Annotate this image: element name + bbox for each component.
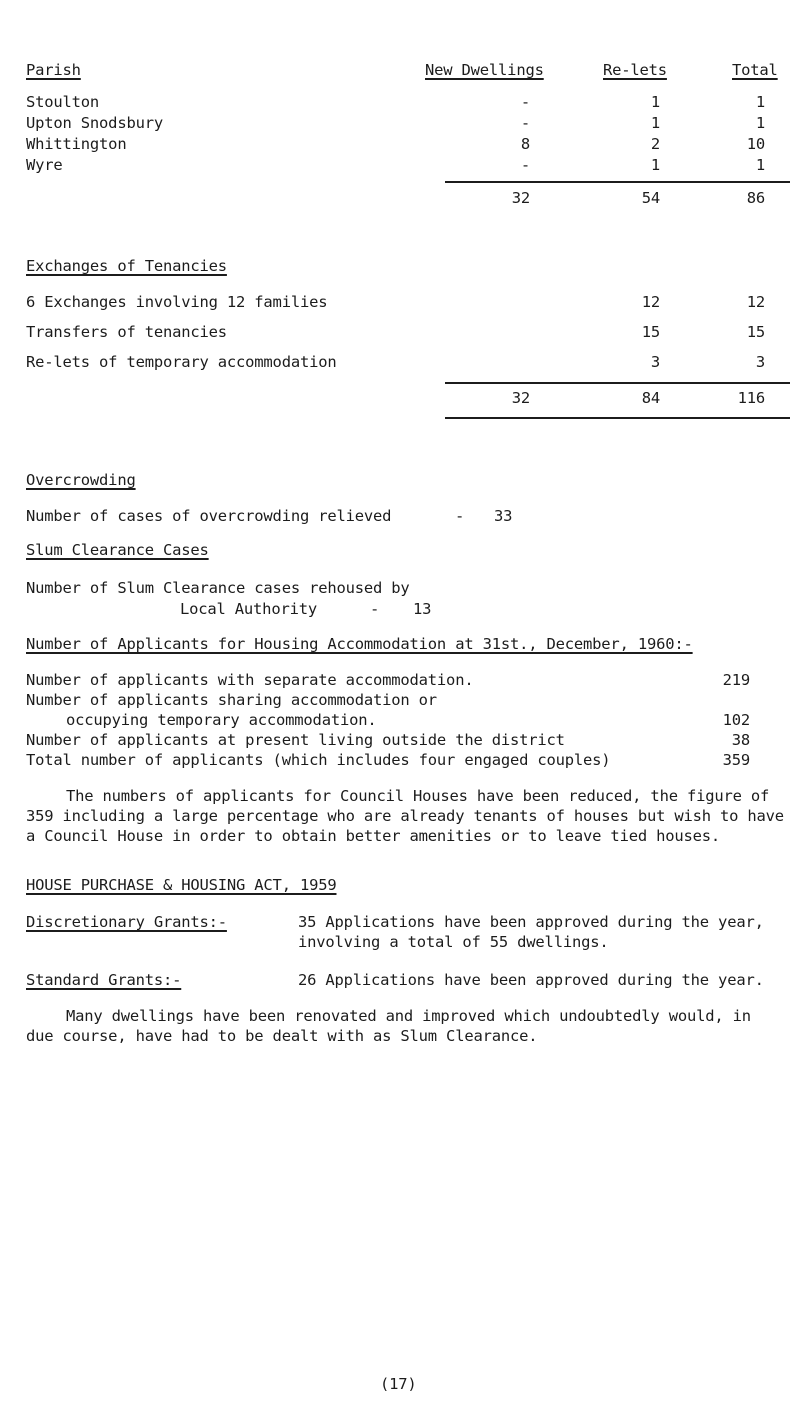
table-cell-new: 8 (520, 135, 530, 153)
closing-paragraph: Many dwellings have been renovated and improved which undoubtedly would, in due course, have had to be dealt with as Slum Clearance. (26, 1007, 751, 1045)
table-cell-total: 15 (746, 323, 765, 341)
house-purchase-heading: HOUSE PURCHASE & HOUSING ACT, 1959 (26, 876, 337, 894)
slum-dash: - (370, 600, 380, 618)
discretionary-line2: involving a total of 55 dwellings. (298, 933, 609, 951)
standard-text: 26 Applications have been approved during the year. (298, 971, 764, 989)
overcrowding-label: Number of cases of overcrowding relieved (26, 507, 392, 525)
relets-header: Re-lets (603, 61, 667, 79)
grand-total-total: 116 (737, 389, 765, 407)
subtotal-new: 32 (511, 189, 530, 207)
applicants-paragraph: The numbers of applicants for Council Houses have been reduced, the figure of 359 including a large percentage who are already tenants of houses but wish to have a Council House in order to obtain better amenities or to leave tied houses. (26, 787, 784, 845)
applicants-value: 102 (722, 711, 750, 729)
table-cell-relets: 1 (650, 156, 660, 174)
subtotal-rule (445, 181, 790, 183)
table-cell-total: 1 (755, 93, 765, 111)
applicants-line: Number of applicants at present living outside the district (26, 731, 565, 749)
parish-header: Parish (26, 61, 81, 79)
table-cell-new: - (520, 156, 530, 174)
applicants-line: Number of applicants with separate accommodation. (26, 671, 474, 689)
table-row-parish: Stoulton (26, 93, 100, 111)
table-cell-new: - (520, 114, 530, 132)
applicants-value: 219 (722, 671, 750, 689)
table-row-parish: Upton Snodsbury (26, 114, 163, 132)
slum-value: 13 (413, 600, 432, 618)
table-cell-total: 10 (746, 135, 765, 153)
table-cell-new: - (520, 93, 530, 111)
table-row-parish: Wyre (26, 156, 63, 174)
exchanges-heading: Exchanges of Tenancies (26, 257, 227, 275)
discretionary-label: Discretionary Grants:- (26, 913, 227, 931)
applicants-value: 359 (722, 751, 750, 769)
table-cell-relets: 1 (650, 93, 660, 111)
table-cell-relets: 1 (650, 114, 660, 132)
new-dwellings-header: New Dwellings (425, 61, 544, 79)
slum-label-line2: Local Authority (180, 600, 317, 618)
discretionary-line1: 35 Applications have been approved during the year, (298, 913, 764, 931)
total-header: Total (732, 61, 778, 79)
overcrowding-dash: - (455, 507, 465, 525)
subtotal-total: 86 (746, 189, 765, 207)
applicants-line: occupying temporary accommodation. (66, 711, 377, 729)
page-number: (17) (380, 1375, 417, 1393)
overcrowding-value: 33 (494, 507, 513, 525)
table-cell-total: 12 (746, 293, 765, 311)
grand-total-relets: 84 (641, 389, 660, 407)
applicants-line: Total number of applicants (which includes four engaged couples) (26, 751, 611, 769)
grand-total-new: 32 (511, 389, 530, 407)
table-cell-relets: 15 (641, 323, 660, 341)
list-item: 6 Exchanges involving 12 families (26, 293, 328, 311)
list-item: Re-lets of temporary accommodation (26, 353, 337, 371)
slum-label-line1: Number of Slum Clearance cases rehoused by (26, 579, 410, 597)
table-cell-total: 3 (755, 353, 765, 371)
grand-total-rule-top (445, 382, 790, 384)
table-row-parish: Whittington (26, 135, 127, 153)
table-cell-relets: 2 (650, 135, 660, 153)
subtotal-relets: 54 (641, 189, 660, 207)
grand-total-rule-bottom (445, 417, 790, 419)
standard-label: Standard Grants:- (26, 971, 182, 989)
applicants-heading: Number of Applicants for Housing Accommodation at 31st., December, 1960:- (26, 635, 693, 653)
table-cell-relets: 3 (650, 353, 660, 371)
slum-heading: Slum Clearance Cases (26, 541, 209, 559)
table-cell-relets: 12 (641, 293, 660, 311)
applicants-line: Number of applicants sharing accommodation or (26, 691, 437, 709)
overcrowding-heading: Overcrowding (26, 471, 136, 489)
table-cell-total: 1 (755, 114, 765, 132)
list-item: Transfers of tenancies (26, 323, 227, 341)
applicants-value: 38 (731, 731, 750, 749)
table-cell-total: 1 (755, 156, 765, 174)
